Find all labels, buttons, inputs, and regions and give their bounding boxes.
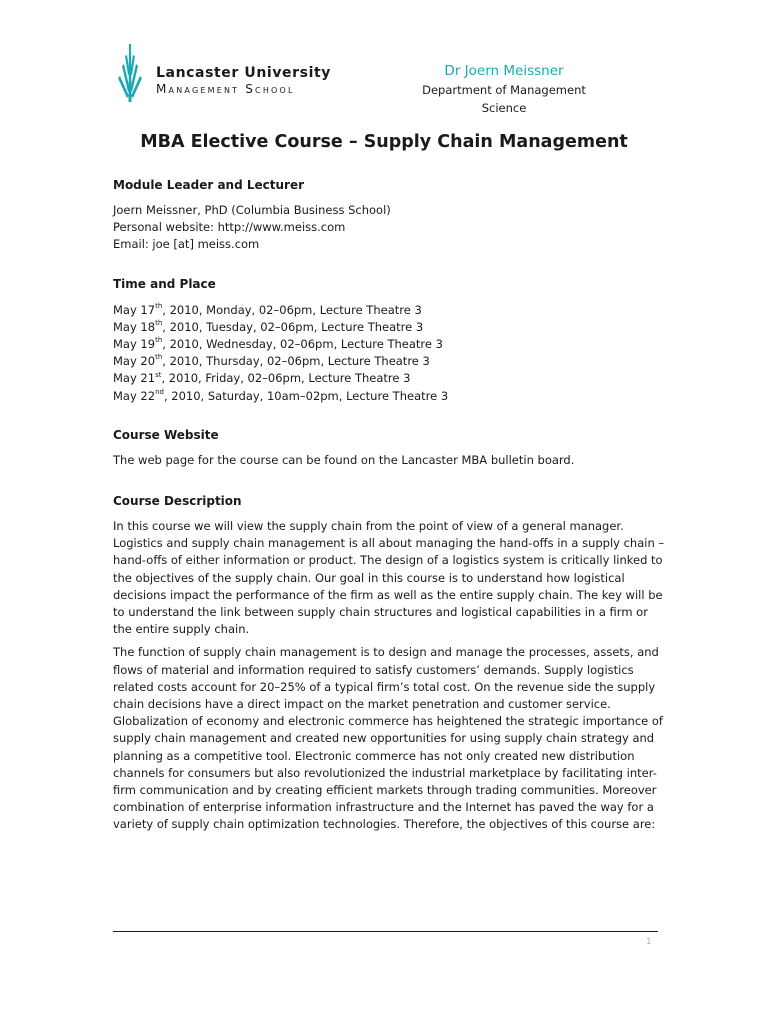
module-leader-heading: Module Leader and Lecturer xyxy=(113,178,305,192)
logo-school-name: Management School xyxy=(156,82,295,96)
module-leader-details xyxy=(113,202,658,254)
paragraph-line: In this course we will view the supply chain from the point of view of a general manager. xyxy=(113,519,624,534)
logo-university-name: Lancaster University xyxy=(156,65,331,81)
paragraph-line: related costs account for 20–25% of a typical firm’s total cost. On the revenue side the supply xyxy=(113,679,656,694)
paragraph-line: channels for consumers but also revolutionized the industrial marketplace by facilitating inter- xyxy=(113,765,657,780)
session-list xyxy=(113,302,658,405)
paragraph-line: planning as a competitive tool. Electronic commerce has not only created new distribution xyxy=(113,748,635,763)
paragraph-line: supply chain management and created new opportunities for using supply chain strategy and xyxy=(113,731,655,746)
paragraph-line: Logistics and supply chain management is all about managing the hand-offs in a supply chain – xyxy=(113,536,665,551)
paragraph-line: The function of supply chain management is to design and manage the processes, assets, and xyxy=(113,645,659,660)
lancaster-crest-icon xyxy=(118,44,152,102)
course-description-heading: Course Description xyxy=(113,494,242,509)
author-name: Dr Joern Meissner xyxy=(444,63,564,79)
paragraph-line: flows of material and information required to satisfy customers’ demands. Supply logistics xyxy=(113,662,634,677)
lecturer-name: Joern Meissner, PhD (Columbia Business School) xyxy=(113,203,391,217)
paragraph-line: to understand the link between supply chain structures and logistical capabilities in a firm or xyxy=(113,605,648,620)
session-item: May 19th, 2010, Wednesday, 02–06pm, Lecture Theatre 3 xyxy=(113,336,443,352)
paragraph-line: hand-offs of either information or product. The design of a logistics system is critically linked to xyxy=(113,553,663,568)
author-block xyxy=(402,62,606,117)
paragraph-line: combination of enterprise information infrastructure and the Internet has paved the way for a xyxy=(113,800,654,815)
author-department: Department of Management Science xyxy=(422,83,586,115)
paragraph-line: firm communication and by creating efficient markets through trading communities. Moreover xyxy=(113,783,657,798)
main-content xyxy=(113,176,665,834)
course-website-text: The web page for the course can be found on the Lancaster MBA bulletin board. xyxy=(113,452,575,467)
page-title: MBA Elective Course – Supply Chain Management xyxy=(140,132,628,152)
paragraph-line: Globalization of economy and electronic commerce has heightened the strategic importance of xyxy=(113,714,663,729)
course-website-heading: Course Website xyxy=(113,427,219,442)
session-item: May 21st, 2010, Friday, 02–06pm, Lecture Theatre 3 xyxy=(113,370,411,386)
session-item: May 22nd, 2010, Saturday, 10am–02pm, Lecture Theatre 3 xyxy=(113,387,449,403)
paragraph-line: the objectives of the supply chain. Our goal in this course is to understand how logistical xyxy=(113,570,625,585)
paragraph-line: chain decisions have a direct impact on the market penetration and customer service. xyxy=(113,697,611,712)
paragraph-line: decisions impact the performance of the firm as well as the entire supply chain. The key will be xyxy=(113,587,663,602)
footer-divider xyxy=(113,931,658,932)
session-item: May 20th, 2010, Thursday, 02–06pm, Lecture Theatre 3 xyxy=(113,353,430,369)
personal-website: Personal website: http://www.meiss.com xyxy=(113,220,346,235)
paragraph-line: variety of supply chain optimization technologies. Therefore, the objectives of this course are: xyxy=(113,817,656,832)
time-place-heading: Time and Place xyxy=(113,276,216,291)
university-logo xyxy=(118,44,358,102)
description-paragraph-1 xyxy=(113,518,665,638)
session-item: May 17th, 2010, Monday, 02–06pm, Lecture Theatre 3 xyxy=(113,301,422,317)
course-website-section xyxy=(113,452,658,469)
description-paragraph-2 xyxy=(113,644,663,833)
session-item: May 18th, 2010, Tuesday, 02–06pm, Lecture Theatre 3 xyxy=(113,318,424,334)
page-number: 1 xyxy=(646,937,652,947)
paragraph-line: the entire supply chain. xyxy=(113,622,250,637)
email-address: Email: joe [at] meiss.com xyxy=(113,237,260,252)
